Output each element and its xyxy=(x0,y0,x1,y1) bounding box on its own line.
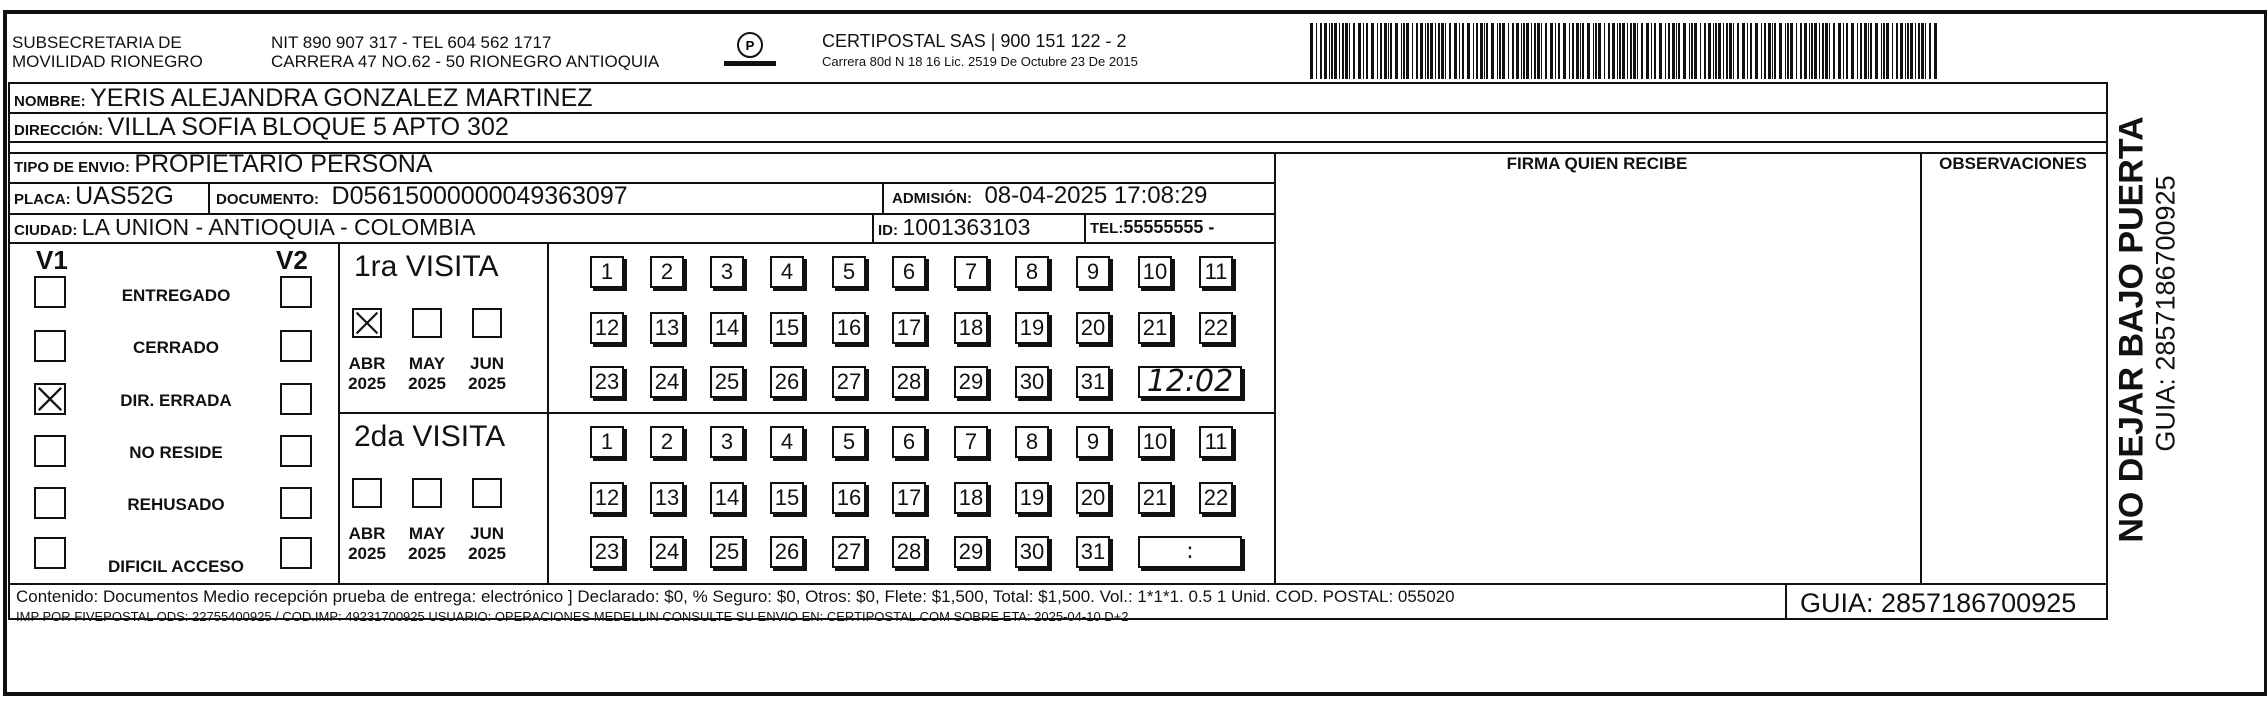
month-label: ABR xyxy=(348,354,386,373)
day-box[interactable]: 5 xyxy=(832,426,866,458)
day-box[interactable]: 15 xyxy=(770,482,804,514)
city-value: LA UNION - ANTIOQUIA - COLOMBIA xyxy=(81,214,476,240)
day-box[interactable]: 22 xyxy=(1199,482,1233,514)
month-checkbox[interactable] xyxy=(352,478,382,508)
year-label: 2025 xyxy=(348,374,386,393)
day-box[interactable]: 1 xyxy=(590,256,624,288)
visit-title: 1ra VISITA xyxy=(354,250,499,283)
signature-area[interactable] xyxy=(1276,182,1920,582)
plate-value: UAS52G xyxy=(75,182,174,210)
observations-area[interactable] xyxy=(1922,182,2104,582)
day-box[interactable]: 8 xyxy=(1015,426,1049,458)
name-row xyxy=(14,84,593,116)
day-box[interactable]: 3 xyxy=(710,256,744,288)
footer-print-line: IMP POR FIVEPOSTAL ODS: 22755400925 / COD.IMP: 49231700925 USUARIO: OPERACIONES MEDELLIN CONSULTE SU ENVIO EN: CERTIPOSTAL.COM SOBRE ETA: 2025-04-10 D+2 xyxy=(16,609,1129,624)
plate-label: PLACA: xyxy=(14,191,71,208)
firma-label: FIRMA QUIEN RECIBE xyxy=(1506,154,1688,173)
day-box[interactable]: 31 xyxy=(1076,366,1110,398)
status-label: DIFICIL ACCESO xyxy=(107,557,244,576)
side-guia-text: GUIA: 2857186700925 xyxy=(2150,175,2181,452)
day-box[interactable]: 4 xyxy=(770,256,804,288)
month-checkbox[interactable] xyxy=(352,308,382,338)
recipient-address: VILLA SOFIA BLOQUE 5 APTO 302 xyxy=(107,113,509,141)
day-box[interactable]: 1 xyxy=(590,426,624,458)
day-box[interactable]: 2 xyxy=(650,256,684,288)
month-checkbox[interactable] xyxy=(412,308,442,338)
shipment-type: PROPIETARIO PERSONA xyxy=(134,150,433,178)
id-label: ID: xyxy=(878,222,898,239)
sender-line-1: SUBSECRETARIA DE xyxy=(12,33,182,52)
day-box[interactable]: 11 xyxy=(1199,256,1233,288)
v2-checkbox[interactable] xyxy=(280,487,312,519)
year-label: 2025 xyxy=(408,374,446,393)
day-box[interactable]: 25 xyxy=(710,366,744,398)
v2-checkbox[interactable] xyxy=(280,537,312,569)
year-label: 2025 xyxy=(408,544,446,563)
day-box[interactable]: 13 xyxy=(650,312,684,344)
status-label: NO RESIDE xyxy=(129,443,223,462)
day-box[interactable]: 24 xyxy=(650,536,684,568)
carrier-line-2: Carrera 80d N 18 16 Lic. 2519 De Octubre 23 De 2015 xyxy=(822,54,1138,69)
day-box[interactable]: 28 xyxy=(892,366,926,398)
day-box[interactable]: 23 xyxy=(590,536,624,568)
name-label: NOMBRE: xyxy=(14,93,86,110)
certipostal-logo-icon xyxy=(718,30,782,70)
day-box[interactable]: 3 xyxy=(710,426,744,458)
nit-line: NIT 890 907 317 - TEL 604 562 1717 xyxy=(271,33,552,52)
observaciones-label: OBSERVACIONES xyxy=(1939,154,2087,173)
day-box[interactable]: 9 xyxy=(1076,256,1110,288)
day-box[interactable]: 29 xyxy=(954,536,988,568)
tel-label: TEL: xyxy=(1090,220,1124,237)
footer-guia: GUIA: 2857186700925 xyxy=(1800,588,2077,618)
v1-label: V1 xyxy=(36,245,68,275)
city-field xyxy=(14,213,475,245)
recipient-name: YERIS ALEJANDRA GONZALEZ MARTINEZ xyxy=(90,84,593,112)
document-label: DOCUMENTO: xyxy=(216,191,320,208)
day-box[interactable]: 26 xyxy=(770,536,804,568)
v1-checkbox[interactable] xyxy=(34,383,66,415)
day-box[interactable]: 29 xyxy=(954,366,988,398)
time-box[interactable]: : xyxy=(1138,536,1242,568)
day-box[interactable]: 4 xyxy=(770,426,804,458)
month-checkbox[interactable] xyxy=(412,478,442,508)
year-label: 2025 xyxy=(468,544,506,563)
address-row xyxy=(14,113,509,145)
shipment-type-label: TIPO DE ENVIO: xyxy=(14,159,130,176)
admission-label: ADMISIÓN: xyxy=(892,190,972,207)
day-box[interactable]: 21 xyxy=(1138,312,1172,344)
status-label: CERRADO xyxy=(133,338,219,357)
v1-checkbox[interactable] xyxy=(34,276,66,308)
tel-value: 55555555 - xyxy=(1123,217,1215,237)
day-box[interactable]: 7 xyxy=(954,426,988,458)
day-box[interactable]: 25 xyxy=(710,536,744,568)
day-box[interactable]: 17 xyxy=(892,482,926,514)
carrier-line-1: CERTIPOSTAL SAS | 900 151 122 - 2 xyxy=(822,31,1127,51)
status-label: ENTREGADO xyxy=(121,286,231,305)
day-box[interactable]: 20 xyxy=(1076,482,1110,514)
day-box[interactable]: 21 xyxy=(1138,482,1172,514)
day-box[interactable]: 20 xyxy=(1076,312,1110,344)
day-box[interactable]: 6 xyxy=(892,426,926,458)
day-box[interactable]: 6 xyxy=(892,256,926,288)
day-box[interactable]: 27 xyxy=(832,536,866,568)
v2-checkbox[interactable] xyxy=(280,330,312,362)
v1-checkbox[interactable] xyxy=(34,435,66,467)
day-box[interactable]: 17 xyxy=(892,312,926,344)
day-box[interactable]: 16 xyxy=(832,312,866,344)
day-box[interactable]: 12 xyxy=(590,312,624,344)
day-box[interactable]: 22 xyxy=(1199,312,1233,344)
day-box[interactable]: 30 xyxy=(1015,366,1049,398)
day-box[interactable]: 13 xyxy=(650,482,684,514)
day-box[interactable]: 5 xyxy=(832,256,866,288)
status-label: REHUSADO xyxy=(127,495,225,514)
month-checkbox[interactable] xyxy=(472,308,502,338)
month-label: MAY xyxy=(408,354,446,373)
status-label: DIR. ERRADA xyxy=(120,391,232,410)
day-box[interactable]: 10 xyxy=(1138,426,1172,458)
day-box[interactable]: 12 xyxy=(590,482,624,514)
day-box[interactable]: 7 xyxy=(954,256,988,288)
v1-checkbox[interactable] xyxy=(34,330,66,362)
day-box[interactable]: 18 xyxy=(954,482,988,514)
admission-value: 08-04-2025 17:08:29 xyxy=(984,182,1208,209)
day-box[interactable]: 10 xyxy=(1138,256,1172,288)
day-box[interactable]: 16 xyxy=(832,482,866,514)
tel-field xyxy=(1090,213,1214,243)
day-box[interactable]: 18 xyxy=(954,312,988,344)
sender-line-2: MOVILIDAD RIONEGRO xyxy=(12,52,203,71)
v1-checkbox[interactable] xyxy=(34,537,66,569)
visit-title: 2da VISITA xyxy=(354,420,506,453)
month-label: MAY xyxy=(408,524,446,543)
day-box[interactable]: 14 xyxy=(710,312,744,344)
no-dejar-bajo-puerta: NO DEJAR BAJO PUERTA xyxy=(2112,116,2151,543)
day-box[interactable]: 31 xyxy=(1076,536,1110,568)
plate-field xyxy=(14,182,174,214)
time-box[interactable]: 12:02 xyxy=(1138,366,1242,398)
v2-checkbox[interactable] xyxy=(280,276,312,308)
document-value: D05615000000049363097 xyxy=(331,182,628,210)
address-label: DIRECCIÓN: xyxy=(14,122,104,139)
month-label: JUN xyxy=(469,524,504,543)
month-label: ABR xyxy=(348,524,386,543)
month-label: JUN xyxy=(469,354,504,373)
day-box[interactable]: 15 xyxy=(770,312,804,344)
side-guia xyxy=(2146,120,2186,500)
sender-address: CARRERA 47 NO.62 - 50 RIONEGRO ANTIOQUIA xyxy=(271,52,660,71)
city-label: CIUDAD: xyxy=(14,222,78,239)
v2-checkbox[interactable] xyxy=(280,435,312,467)
document-field xyxy=(216,182,628,214)
year-label: 2025 xyxy=(468,374,506,393)
v1-checkbox[interactable] xyxy=(34,487,66,519)
day-box[interactable]: 19 xyxy=(1015,482,1049,514)
day-box[interactable]: 23 xyxy=(590,366,624,398)
day-box[interactable]: 26 xyxy=(770,366,804,398)
day-box[interactable]: 30 xyxy=(1015,536,1049,568)
month-checkbox[interactable] xyxy=(472,478,502,508)
day-box[interactable]: 24 xyxy=(650,366,684,398)
day-box[interactable]: 27 xyxy=(832,366,866,398)
id-value: 1001363103 xyxy=(902,214,1031,240)
day-box[interactable]: 8 xyxy=(1015,256,1049,288)
x-mark-icon xyxy=(36,385,64,413)
svg-text:P: P xyxy=(745,38,755,53)
shipment-type-row xyxy=(14,150,433,182)
barcode-icon xyxy=(1308,23,1944,79)
day-box[interactable]: 28 xyxy=(892,536,926,568)
admission-field xyxy=(892,182,1207,213)
day-box[interactable]: 2 xyxy=(650,426,684,458)
day-box[interactable]: 14 xyxy=(710,482,744,514)
day-box[interactable]: 11 xyxy=(1199,426,1233,458)
day-box[interactable]: 9 xyxy=(1076,426,1110,458)
footer-content-line: Contenido: Documentos Medio recepción prueba de entrega: electrónico ] Declarado: $0, % Seguro: $0, Otros: $0, Flete: $1,500, Total: $1,500. Vol.: 1*1*1. 0.5 1 Unid. COD. POSTAL: 055020 xyxy=(16,587,1455,606)
v2-checkbox[interactable] xyxy=(280,383,312,415)
year-label: 2025 xyxy=(348,544,386,563)
v2-label: V2 xyxy=(276,245,308,275)
day-box[interactable]: 19 xyxy=(1015,312,1049,344)
id-field xyxy=(878,213,1030,245)
